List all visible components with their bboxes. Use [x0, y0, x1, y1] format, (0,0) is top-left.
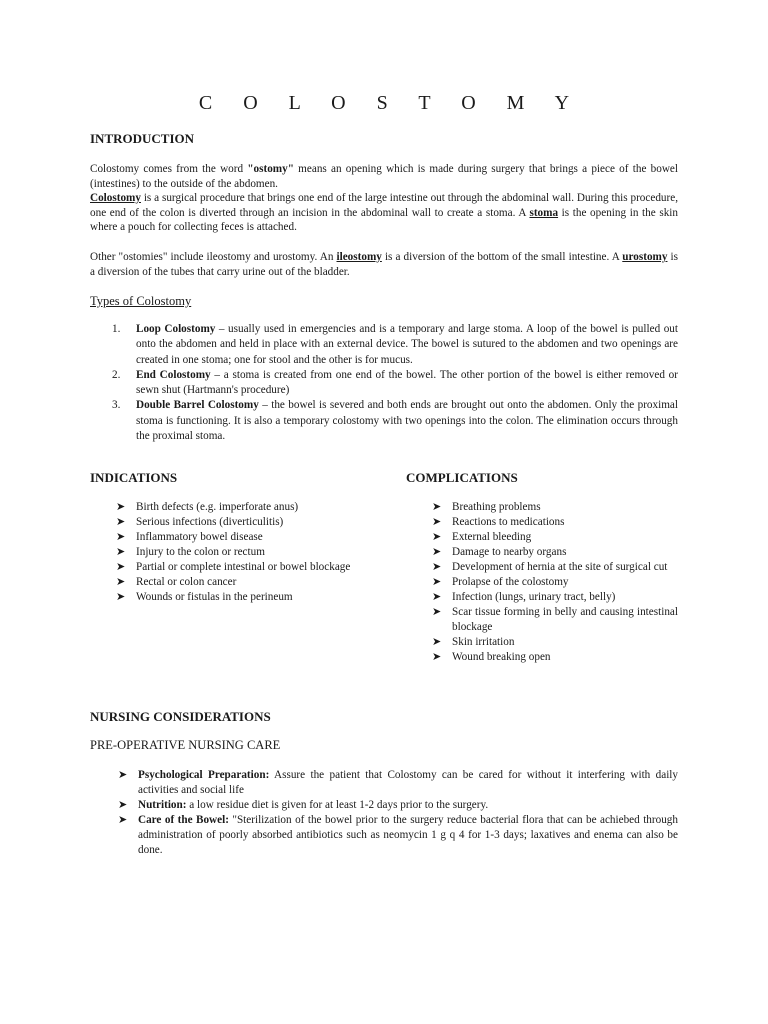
type-name: End Colostomy: [136, 368, 211, 381]
type-name: Loop Colostomy: [136, 323, 216, 335]
intro-p1-rest: means an opening which is made during surgery that brings a piece of the bowel (intestines) to the outside of the abdomen.: [90, 163, 678, 190]
intro-p2-a: is a surgical procedure that brings one end of the large intestine out through the abdominal wall. During this procedure, one end of the colon is diverted through an incision in the abdominal wall to create a stoma. A: [90, 192, 678, 219]
list-item: [90, 398, 678, 444]
introduction-heading: INTRODUCTION: [90, 131, 195, 146]
list-item: [432, 575, 678, 590]
list-item: [90, 368, 678, 399]
arrow-bullet-icon: ➤: [432, 636, 442, 648]
indication-text: Wounds or fistulas in the perineum: [136, 591, 293, 603]
indications-heading: INDICATIONS: [90, 470, 178, 485]
list-item: [432, 560, 678, 575]
care-text: Assure the patient that Colostomy can be cared for without it interfering with daily activities and social life: [138, 769, 678, 796]
intro-paragraph-1: [90, 162, 678, 191]
type-text: – a stoma is created from one end of the bowel. The other portion of the bowel is either removed or sewn shut (Hartmann's procedure): [136, 368, 679, 397]
types-list: [90, 322, 678, 444]
list-item: [116, 515, 362, 530]
list-item: [116, 500, 362, 515]
indication-text: Partial or complete intestinal or bowel blockage: [136, 561, 351, 573]
item-number: 1.: [112, 323, 121, 335]
intro-paragraph-3: [90, 250, 678, 279]
arrow-bullet-icon: ➤: [118, 814, 128, 826]
care-label: Care of the Bowel:: [138, 814, 229, 826]
indication-text: Serious infections (diverticulitis): [136, 516, 284, 528]
arrow-bullet-icon: ➤: [432, 576, 442, 588]
arrow-bullet-icon: ➤: [118, 799, 128, 811]
list-item: [432, 590, 678, 605]
colostomy-term: Colostomy: [90, 192, 141, 204]
pre-operative-list: [118, 768, 678, 858]
stoma-term: stoma: [529, 206, 559, 219]
complication-text: Breathing problems: [452, 501, 541, 513]
complication-text: Infection (lungs, urinary tract, belly): [452, 591, 616, 603]
complication-text: Prolapse of the colostomy: [452, 576, 569, 588]
arrow-bullet-icon: ➤: [432, 591, 442, 603]
intro-p3-a: Other "ostomies" include ileostomy and urostomy. An: [90, 251, 337, 263]
list-item: [432, 635, 678, 650]
indications-list: [116, 500, 362, 605]
indication-text: Birth defects (e.g. imperforate anus): [136, 501, 299, 513]
complication-text: Scar tissue forming in belly and causing intestinal blockage: [452, 606, 678, 633]
arrow-bullet-icon: ➤: [432, 516, 442, 528]
list-item: [118, 798, 678, 813]
document-title: C O L O S T O M Y: [198, 92, 583, 114]
list-item: [116, 545, 362, 560]
arrow-bullet-icon: ➤: [118, 769, 128, 781]
intro-p1-text: Colostomy comes from the word: [90, 163, 248, 175]
care-label: Nutrition:: [138, 799, 187, 811]
list-item: [116, 530, 362, 545]
arrow-bullet-icon: ➤: [116, 561, 126, 573]
arrow-bullet-icon: ➤: [432, 546, 442, 558]
complications-heading: COMPLICATIONS: [406, 470, 518, 485]
list-item: [432, 650, 678, 665]
arrow-bullet-icon: ➤: [116, 546, 126, 558]
complication-text: Damage to nearby organs: [452, 546, 567, 558]
list-item: [432, 605, 678, 635]
type-text: – usually used in emergencies and is a temporary and large stoma. A loop of the bowel is pulled out onto the abdomen and held in place with an external device. The bowel is sutured to the abdomen and two openings are created in one stoma; one for stool and the other is for mucus.: [136, 323, 678, 366]
arrow-bullet-icon: ➤: [116, 516, 126, 528]
arrow-bullet-icon: ➤: [432, 531, 442, 543]
pre-operative-heading: PRE-OPERATIVE NURSING CARE: [90, 738, 281, 752]
complication-text: Reactions to medications: [452, 516, 565, 528]
indication-text: Inflammatory bowel disease: [136, 531, 263, 543]
arrow-bullet-icon: ➤: [116, 531, 126, 543]
list-item: [116, 575, 362, 590]
care-text: "Sterilization of the bowel prior to the surgery reduce bacterial flora that can be achiebed through administration of poorly absorbed antibiotics such as neomycin 1 g q 4 for 1-3 days; laxatives and enema can also be done.: [138, 814, 678, 856]
arrow-bullet-icon: ➤: [432, 561, 442, 573]
complication-text: Wound breaking open: [452, 651, 551, 663]
list-item: [432, 530, 678, 545]
item-number: 2.: [112, 368, 121, 381]
complications-list: [432, 500, 678, 665]
arrow-bullet-icon: ➤: [432, 501, 442, 513]
ostomy-term: "ostomy": [247, 163, 294, 175]
ileostomy-term: ileostomy: [336, 251, 382, 263]
arrow-bullet-icon: ➤: [432, 651, 442, 663]
list-item: [432, 545, 678, 560]
care-text: a low residue diet is given for at least 1-2 days prior to the surgery.: [186, 799, 489, 811]
care-label: Psychological Preparation:: [138, 769, 270, 781]
arrow-bullet-icon: ➤: [116, 501, 126, 513]
list-item: [116, 590, 362, 605]
list-item: [116, 560, 362, 575]
list-item: [432, 515, 678, 530]
indication-text: Injury to the colon or rectum: [136, 546, 265, 558]
complication-text: Development of hernia at the site of surgical cut: [452, 561, 668, 573]
type-text: – the bowel is severed and both ends are brought out onto the abdomen. Only the proximal stoma is functioning. It is also a temporary colostomy with two openings into the colon. The elimination occurs through the proximal stoma.: [136, 399, 679, 443]
complication-text: External bleeding: [452, 531, 532, 543]
arrow-bullet-icon: ➤: [116, 576, 126, 588]
arrow-bullet-icon: ➤: [116, 591, 126, 603]
urostomy-term: urostomy: [622, 251, 668, 263]
list-item: [118, 768, 678, 798]
complication-text: Skin irritation: [452, 636, 515, 648]
list-item: [118, 813, 678, 858]
nursing-considerations-heading: NURSING CONSIDERATIONS: [90, 709, 271, 724]
intro-p3-b: is a diversion of the bottom of the small intestine. A: [381, 251, 623, 263]
intro-p3-c: is a diversion of the tubes that carry urine out of the bladder.: [90, 251, 678, 278]
item-number: 3.: [112, 399, 121, 412]
indication-text: Rectal or colon cancer: [136, 576, 237, 588]
arrow-bullet-icon: ➤: [432, 606, 442, 618]
list-item: [90, 322, 678, 368]
types-heading: Types of Colostomy: [90, 294, 192, 308]
type-name: Double Barrel Colostomy: [136, 399, 259, 412]
list-item: [432, 500, 678, 515]
intro-paragraph-2: [90, 191, 678, 235]
intro-p2-b: is the opening in the skin where a pouch for collecting feces is attached.: [90, 206, 678, 233]
